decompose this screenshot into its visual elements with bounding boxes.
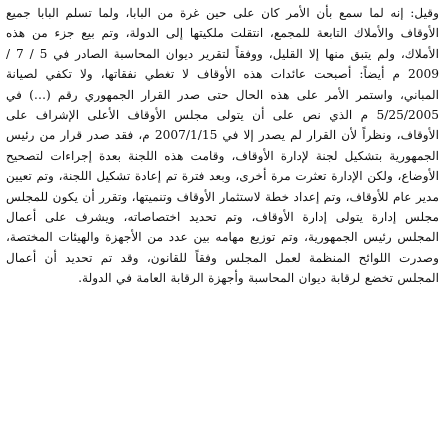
body-paragraph: وقيل: إنه لما سمع بأن الأمر كان على حين غرة من البابا، ولما تسلم البابا جميع الأوقاف والأملاك التابعة للمجمع، انتقلت ملكيتها إلى الدولة، وتم بيع جزء من هذه الأملاك، ولم يتبق منها إلا القليل، ووفقاً لتقرير ديوان المحاسبة الصادر في 5 / 7 / 2009 م أيضاً: أصبحت عائدات هذه الأوقاف لا تغطي نفقاتها، ولا تكفي لصيانة المباني، واستمر الأمر على هذه الحال حتى صدر القرار الجمهوري رقم (…) في 5/25/2005 م الذي نص على أن يتولى مجلس الأوقاف الأعلى الإشراف على الأوقاف، ونظراً لأن القرار لم يصدر إلا في 2007/1/15 م، فقد صدر قرار من رئيس الجمهورية بتشكيل لجنة لإدارة الأوقاف، وقامت هذه اللجنة بعدة إجراءات لتصحيح الأوضاع، ولكن الإدارة تعثرت مرة أخرى، وبعد فترة تم إعادة تشكيل اللجنة، وتم تعيين مدير عام للأوقاف، وتم إعداد خطة لاستثمار الأوقاف وتنميتها، وتقرر أن يكون للمجلس مجلس إدارة يتولى إدارة الأوقاف، وتم تحديد اختصاصاته، ويشرف على أعمال المجلس رئيس الجمهورية، وتم توزيع مهامه بين عدد من الأجهزة والهيئات المختصة، وصدرت اللوائح المنظمة لعمل المجلس وفقاً للقانون، وقد تم تحديد أن أعمال المجلس تخضع لرقابة ديوان المحاسبة وأجهزة الرقابة العامة في الدولة. — [6, 6, 439, 286]
